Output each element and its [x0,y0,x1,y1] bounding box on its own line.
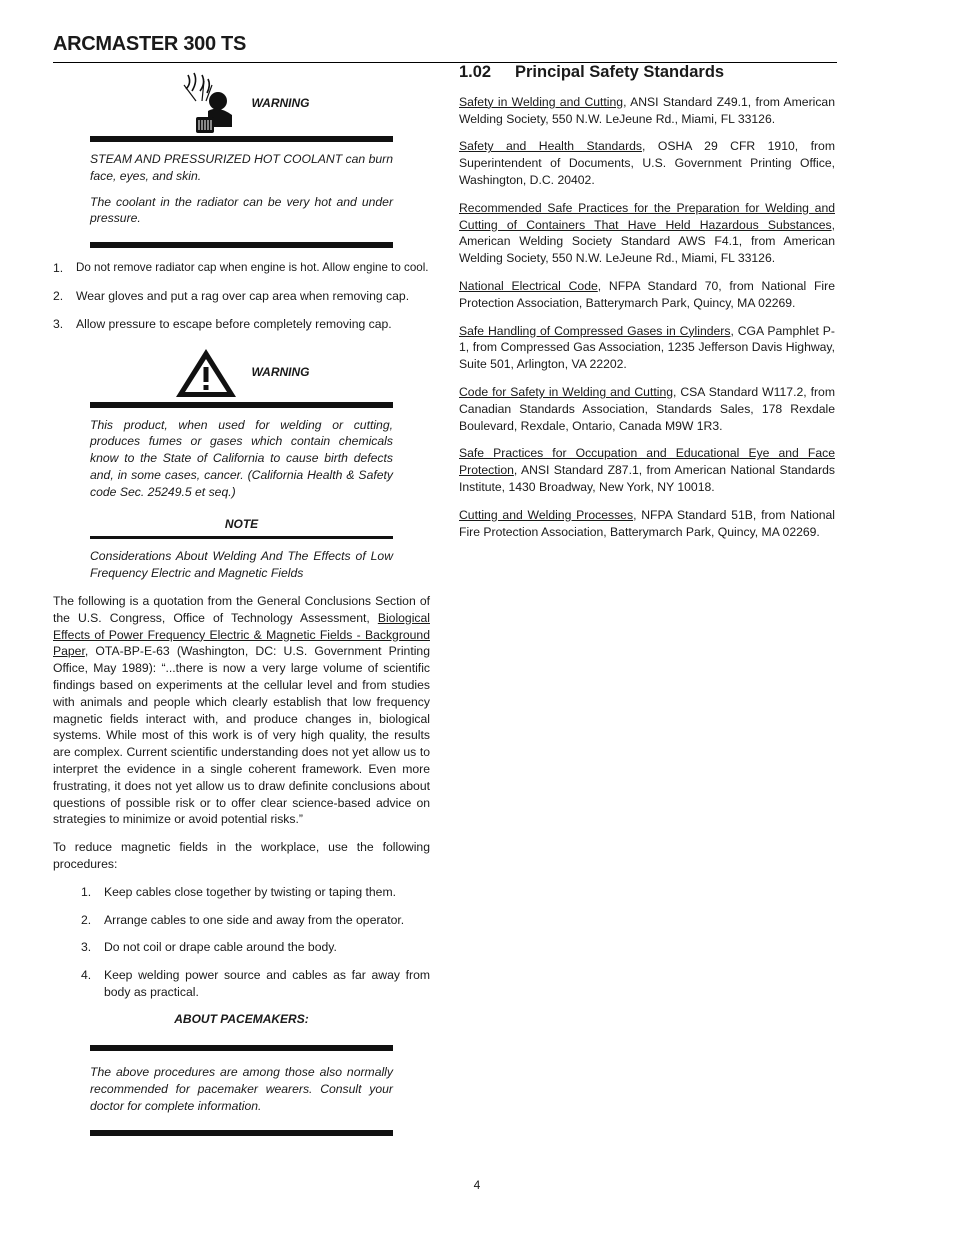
list-item: 4. Keep welding power source and cables as far away from body as practical. [81,968,430,999]
standard-entry [459,323,835,373]
warning-header-steam [90,70,393,136]
box-bottom-bar [90,242,393,248]
left-column [53,70,430,1136]
warning-text: This product, when used for welding or cutting, produces fumes or gases which contain chemicals know to the State of California to cause birth defects and, in some cases, cancer. (California Health & Safety code Sec. 25249.5 et seq.) [90,417,393,499]
warning-text: STEAM AND PRESSURIZED HOT COOLANT can burn face, eyes, and skin. [90,152,393,183]
standard-title: Recommended Safe Practices for the Preparation for Welding and Cutting of Containers That Have Held Hazardous Substances [459,200,835,232]
reduce-fields-intro: To reduce magnetic fields in the workplace, use the following procedures: [53,840,430,871]
list-item: 2. Arrange cables to one side and away from the operator. [81,912,405,927]
standard-title: Cutting and Welding Processes [459,507,634,522]
quotation-paragraph: The following is a quotation from the General Conclusions Section of the U.S. Congress, Office of Technology Assessment, Biological Effects of Power Frequency Electric & Magnetic Fields - Background Paper, OTA-BP-E-63 (Washington, DC: U.S. Government Printing Office, May 1989): “...there is now a very large volume of scientific findings based on experiments at the cellular level and from studies with animals and people which clearly establish that low frequency magnetic fields interact with, and produce changes in, biological systems. While most of this work is of very high quality, the results are complex. Current scientific understanding does not yet allow us to interpret the evidence in a single coherent framework. Even more frustrating, it does not yet allow us to draw definite conclusions about questions of possible risk or to offer clear science-based advice on strategies to minimize or avoid potential risks.” [53,593,430,827]
standard-details: , CSA Standard W117.2, from Canadian Standards Association, Standards Sales, 178 Rexdale Boulevard, Rexdale, Ontario, Canada M9W 1R3. [459,384,835,433]
standard-entry [459,138,835,188]
standard-title: Safety and Health Standards [459,139,643,154]
steam-hazard-icon [174,71,238,135]
note-text: Considerations About Welding And The Effects of Low Frequency Electric and Magnetic Fields [90,549,393,581]
pacemakers-label: ABOUT PACEMAKERS: [174,1011,309,1026]
standard-title: Code for Safety in Welding and Cutting [459,384,673,399]
note-label: NOTE [224,516,259,531]
standard-details: , American Welding Society Standard AWS F4.1, from American Welding Society, 550 N.W. LeJeune Rd., Miami, FL 33126. [459,217,835,266]
list-item: 1. Do not remove radiator cap when engine is hot. Allow engine to cool. [53,261,429,276]
page-number: 4 [473,1178,481,1192]
list-item: 3. Allow pressure to escape before completely removing cap. [53,316,392,331]
standard-title: Safety in Welding and Cutting [459,94,624,109]
standard-details: , OSHA 29 CFR 1910, from Superintendent of Documents, U.S. Government Printing Office, Washington, D.C. 20402. [459,139,835,187]
section-heading: 1.02 Principal Safety Standards [459,63,725,81]
list-item: 1. Keep cables close together by twisting or taping them. [81,884,396,899]
standard-entry [459,384,835,434]
standard-title: Safe Handling of Compressed Gases in Cylinders [459,323,731,338]
warning-label: WARNING [251,95,310,110]
warning-box-steam [90,136,393,248]
standard-entry [459,200,835,267]
standard-details: , CGA Pamphlet P-1, from Compressed Gas Association, 1235 Jefferson Davis Highway, Suite 501, Arlington, VA 22202. [459,323,835,372]
standard-entry [459,278,835,312]
box-bottom-bar [90,1130,393,1136]
warning-box-prop65 [90,402,393,516]
warning-triangle-icon [174,347,238,399]
list-item: 3. Do not coil or drape cable around the body. [81,940,337,955]
magnetic-field-steps-list [81,884,430,1001]
pacemakers-box [90,1045,393,1135]
standard-details: , NFPA Standard 70, from National Fire Protection Association, Batterymarch Park, Quincy, MA 02269. [459,278,835,310]
standard-details: , ANSI Standard Z49.1, from American Welding Society, 550 N.W. LeJeune Rd., Miami, FL 33126. [459,94,835,126]
note-box [90,536,393,593]
standard-entry [459,94,835,128]
standard-details: , NFPA Standard 51B, from National Fire Protection Association, Batterymarch Park, Quincy, MA 02269. [459,507,835,539]
standards-list [459,94,835,541]
coolant-steps-list [53,260,430,332]
standard-title: National Electrical Code [459,278,598,293]
pacemakers-text: The above procedures are among those also normally recommended for pacemaker wearers. Consult your doctor for complete information. [90,1065,393,1114]
standard-entry [459,507,835,541]
standard-entry [459,445,835,495]
standard-details: , ANSI Standard Z87.1, from American National Standards Institute, 1430 Broadway, New York, NY 10018. [459,463,835,494]
warning-header-prop65 [90,344,393,402]
standard-title: Safe Practices for Occupation and Educational Eye and Face Protection [459,446,835,478]
right-column [459,64,835,551]
page-title: ARCMASTER 300 TS [53,33,247,55]
warning-text: The coolant in the radiator can be very hot and under pressure. [90,194,393,226]
warning-label: WARNING [251,365,310,380]
list-item: 2. Wear gloves and put a rag over cap area when removing cap. [53,288,410,303]
